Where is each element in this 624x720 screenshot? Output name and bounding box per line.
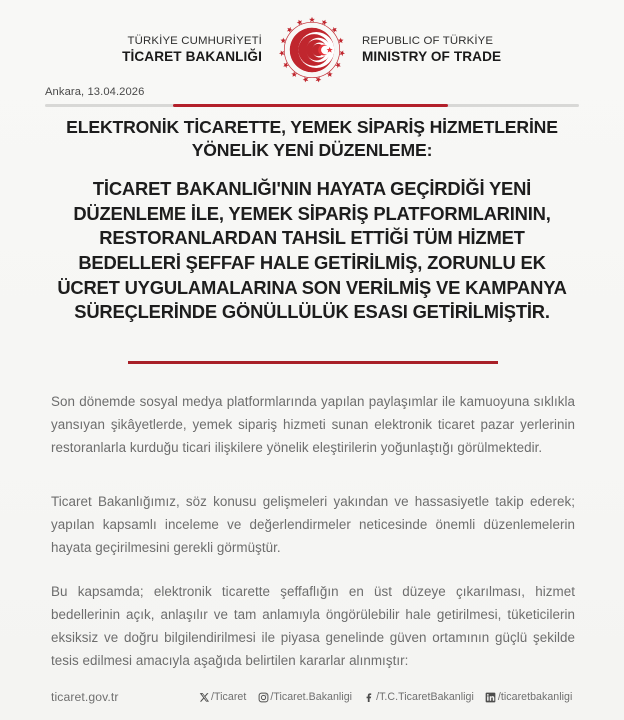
instagram-icon [257, 691, 269, 703]
masthead-turkish-ministry: TİCARET BAKANLIĞI [122, 49, 262, 65]
social-handle-x-twitter: /Ticaret [211, 691, 247, 703]
social-handle-linkedin: /ticaretbakanligi [497, 691, 573, 703]
body-paragraph-1: Son dönemde sosyal medya platformlarında yapılan paylaşımlar ile kamuoyuna sıklıkla yansıyan şikâyetlerde, yemek sipariş hizmeti sunan elektronik ticaret pazar yerlerinin restoranlarla kurduğu ticari ilişkilere yönelik eleştirilerin yoğunlaştığı görülmektedir. [51, 394, 575, 455]
section-divider [128, 361, 498, 364]
social-link-facebook[interactable] [363, 691, 474, 703]
social-links [198, 691, 572, 703]
masthead-english [348, 35, 558, 65]
header-divider-accent [173, 104, 448, 107]
social-link-instagram[interactable] [257, 691, 352, 703]
footer [0, 686, 624, 708]
social-link-x-twitter[interactable] [198, 691, 246, 703]
social-link-linkedin[interactable] [485, 691, 572, 703]
social-handle-facebook: /T.C.TicaretBakanligi [376, 691, 474, 703]
masthead-turkish-republic: TÜRKİYE CUMHURİYETİ [127, 35, 262, 47]
body-paragraph-2: Ticaret Bakanlığımız, söz konusu gelişmeleri yakından ve hassasiyetle takip ederek; yapılan kapsamlı inceleme ve değerlendirmeler neticesinde önemli düzenlemelerin hayata geçirilmesini gerekli görmüştür. [51, 494, 575, 555]
turkish-ministry-of-trade-emblem-icon [276, 14, 348, 86]
page-title: ELEKTRONİK TİCARETTE, YEMEK SİPARİŞ HİZMETLERİNE YÖNELİK YENİ DÜZENLEME: [66, 117, 558, 160]
page-subtitle: TİCARET BAKANLIĞI'NIN HAYATA GEÇİRDİĞİ YENİ DÜZENLEME İLE, YEMEK SİPARİŞ PLATFORMLARININ, RESTORANLARDAN TAHSİL ETTİĞİ TÜM HİZMET BEDELLERİ ŞEFFAF HALE GETİRİLMİŞ, ZORUNLU EK ÜCRET UYGULAMALARINA SON VERİLMİŞ VE KAMPANYA SÜREÇLERİNDE GÖNÜLLÜLÜK ESASI GETİRİLMİŞTİR. [57, 178, 567, 323]
facebook-icon [363, 691, 375, 703]
masthead-turkish [66, 35, 276, 65]
linkedin-icon [485, 691, 497, 703]
x-twitter-icon [198, 691, 210, 703]
masthead-english-ministry: MINISTRY OF TRADE [362, 49, 502, 65]
dateline: Ankara, 13.04.2026 [45, 86, 145, 98]
social-handle-instagram: /Ticaret.Bakanligi [270, 691, 353, 703]
body-paragraph-3: Bu kapsamda; elektronik ticarette şeffaflığın en üst düzeye çıkarılması, hizmet bedellerinin açık, anlaşılır ve tam anlamıyla öngörülebilir hale getirilmesi, tüketicilerin eksiksiz ve doğru bilgilendirilmesi ile piyasa genelinde güven ortamının güçlü şekilde tesis edilmesi amacıyla aşağıda belirtilen kararlar alınmıştır: [51, 584, 575, 668]
masthead [0, 14, 624, 86]
footer-website-link[interactable]: ticaret.gov.tr [51, 690, 119, 704]
masthead-english-republic: REPUBLIC OF TÜRKİYE [362, 35, 494, 47]
header-divider [45, 104, 579, 107]
